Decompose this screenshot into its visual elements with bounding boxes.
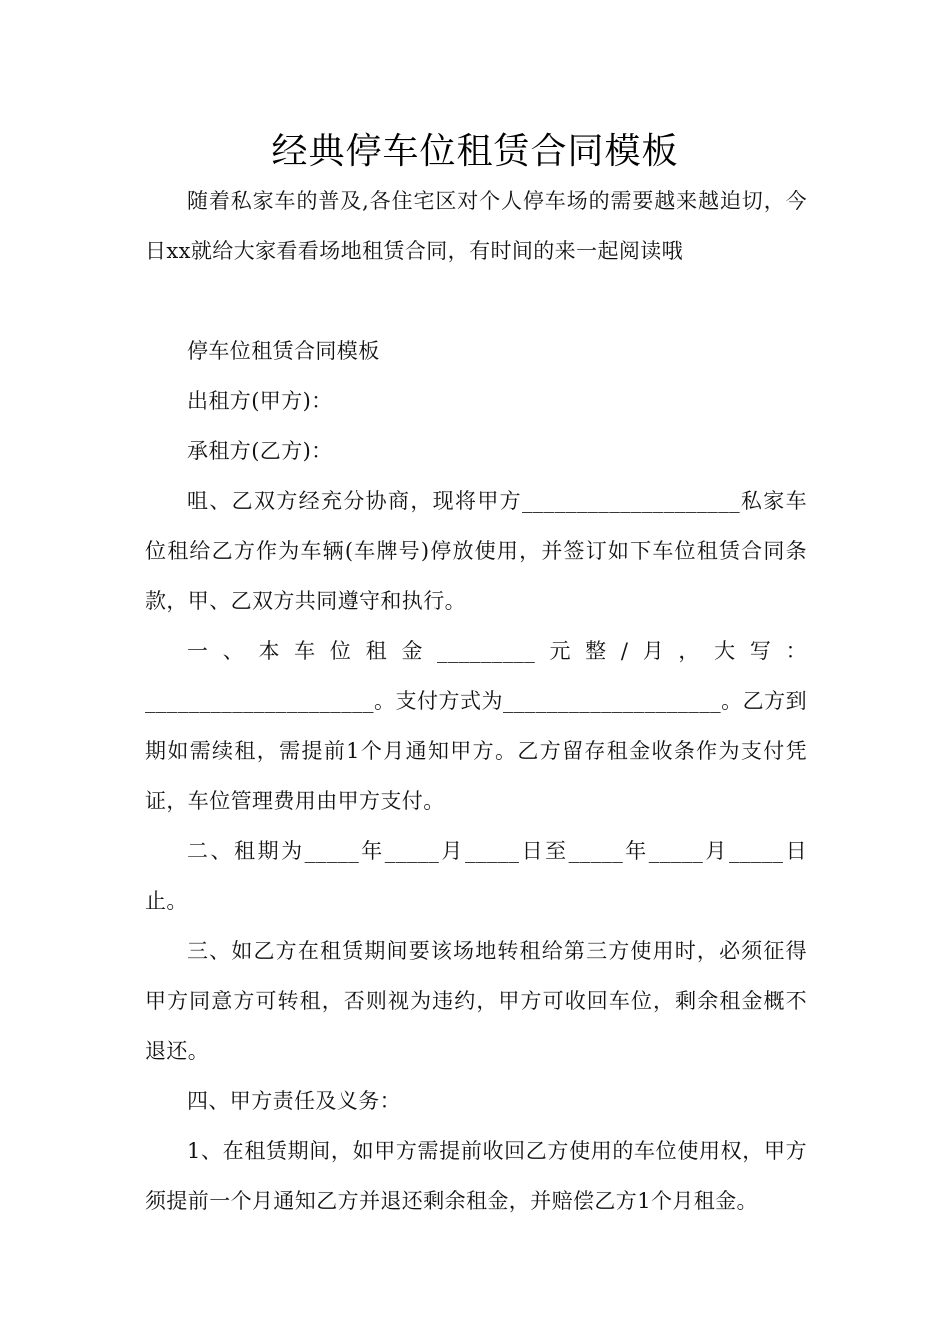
agreement-paragraph: 咀、乙双方经充分协商，现将甲方____________________私家车位租给乙方作为车辆(车牌号)停放使用，并签订如下车位租赁合同条款，甲、乙双方共同遵守和执行。 (145, 489, 807, 613)
contract-heading: 停车位租赁合同模板 (187, 339, 380, 363)
clause-4-heading: 四、甲方责任及义务： (187, 1089, 401, 1113)
lessor-line: 出租方(甲方)： (187, 389, 333, 413)
clause-3-sublease: 三、如乙方在租赁期间要该场地转租给第三方使用时，必须征得甲方同意方可转租，否则视为违约，甲方可收回车位，剩余租金概不退还。 (145, 939, 807, 1063)
intro-paragraph: 随着私家车的普及,各住宅区对个人停车场的需要越来越迫切，今日xx就给大家看看场地租赁合同，有时间的来一起阅读哦 (145, 189, 807, 263)
document-body (145, 176, 807, 1226)
lessee-line: 承租方(乙方)： (187, 439, 333, 463)
clause-1-rent: 一、本车位租金_________元整/月，大写：_____________________。支付方式为____________________。乙方到期如需续租，需提前1个月通知甲方。乙方留存租金收条作为支付凭证，车位管理费用由甲方支付。 (145, 639, 807, 813)
document-title: 经典停车位租赁合同模板 (271, 131, 679, 172)
blank-line (145, 276, 807, 326)
clause-4-item-1: 1、在租赁期间，如甲方需提前收回乙方使用的车位使用权，甲方须提前一个月通知乙方并退还剩余租金，并赔偿乙方1个月租金。 (145, 1139, 807, 1213)
clause-2-term: 二、租期为_____年_____月_____日至_____年_____月_____日止。 (145, 839, 807, 913)
